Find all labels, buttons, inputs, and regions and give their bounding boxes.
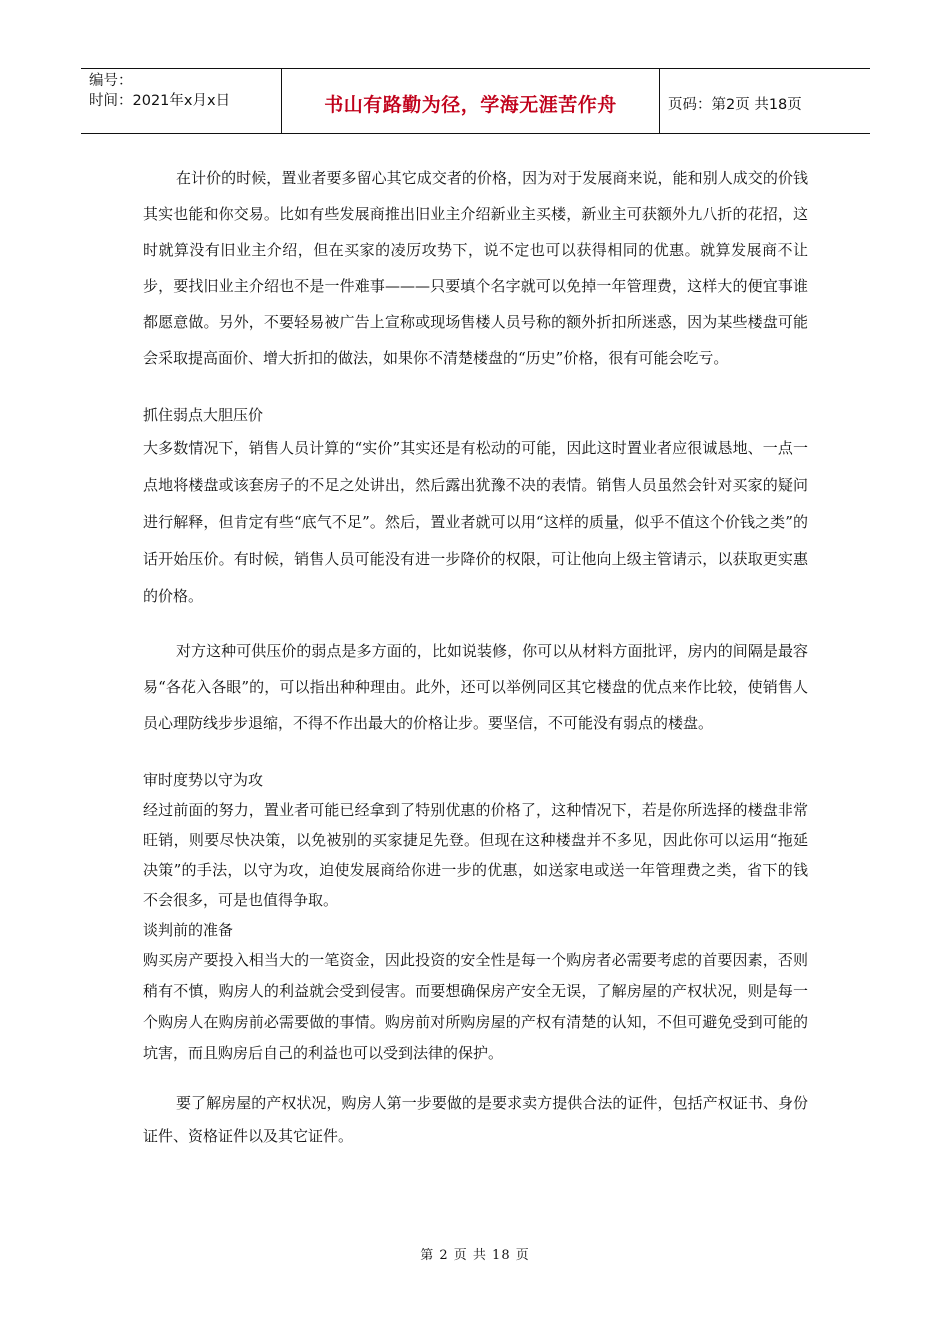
paragraph-pricing-tips: 在计价的时候，置业者要多留心其它成交者的价格，因为对于发展商来说，能和别人成交的价钱其实也能和你交易。比如有些发展商推出旧业主介绍新业主买楼，新业主可获额外九八折的花招，这时就算没有旧业主介绍，但在买家的凌厉攻势下，说不定也可以获得相同的优惠。就算发展商不让步，要找旧业主介绍也不是一件难事———只要填个名字就可以免掉一年管理费，这样大的便宜事谁都愿意做。另外，不要轻易被广告上宣称或现场售楼人员号称的额外折扣所迷惑，因为某些楼盘可能会采取提高面价、增大折扣的做法，如果你不清楚楼盘的“历史”价格，很有可能会吃亏。 bbox=[143, 169, 808, 367]
paragraph-preparation: 购买房产要投入相当大的一笔资金，因此投资的安全性是每一个购房者必需要考虑的首要因素，否则稍有不慎，购房人的利益就会受到侵害。而要想确保房产安全无误，了解房屋的产权状况，则是每一个购房人在购房前必需要做的事情。购房前对所购房屋的产权有清楚的认知，不但可避免受到可能的坑害，而且购房后自己的利益也可以受到法律的保护。 bbox=[143, 951, 808, 1062]
header-meta-cell bbox=[81, 69, 282, 133]
section-heading-defensive: 审时度势以守为攻 bbox=[143, 771, 264, 789]
paragraph-weakness: 对方这种可供压价的弱点是多方面的，比如说装修，你可以从材料方面批评，房内的间隔是最容易“各花入各眼”的，可以指出种种理由。此外，还可以举例同区其它楼盘的优点来作比较，使销售人员心理防线步步退缩，不得不作出最大的价格让步。要坚信，不可能没有弱点的楼盘。 bbox=[143, 642, 808, 732]
header-page-code: 页码：第2页 共18页 bbox=[668, 96, 802, 113]
paragraph-defensive: 经过前面的努力，置业者可能已经拿到了特别优惠的价格了，这种情况下，若是你所选择的楼盘非常旺销，则要尽快决策，以免被别的买家捷足先登。但现在这种楼盘并不多见，因此你可以运用“拖延决策”的手法，以守为攻，迫使发展商给你进一步的优惠，如送家电或送一年管理费之类，省下的钱不会很多，可是也值得争取。 bbox=[143, 801, 808, 909]
paragraph-ownership-docs: 要了解房屋的产权状况，购房人第一步要做的是要求卖方提供合法的证件，包括产权证书、身份证件、资格证件以及其它证件。 bbox=[143, 1094, 808, 1145]
page-header bbox=[81, 68, 870, 134]
paragraph-bargain: 大多数情况下，销售人员计算的“实价”其实还是有松动的可能，因此这时置业者应很诚恳地、一点一点地将楼盘或该套房子的不足之处讲出，然后露出犹豫不决的表情。销售人员虽然会针对买家的疑问进行解释，但肯定有些“底气不足”。然后，置业者就可以用“这样的质量，似乎不值这个价钱之类”的话开始压价。有时候，销售人员可能没有进一步降价的权限，可让他向上级主管请示，以获取更实惠的价格。 bbox=[143, 439, 808, 605]
page-footer: 第 2 页 共 18 页 bbox=[420, 1248, 530, 1263]
header-motto: 书山有路勤为径，学海无涯苦作舟 bbox=[282, 69, 660, 133]
document-number-label: 编号： bbox=[89, 73, 133, 89]
document-body bbox=[143, 160, 808, 1153]
section-heading-preparation: 谈判前的准备 bbox=[143, 921, 234, 939]
section-heading-bargain: 抓住弱点大胆压价 bbox=[143, 406, 264, 424]
document-date-label: 时间：2021年x月x日 bbox=[89, 93, 231, 109]
